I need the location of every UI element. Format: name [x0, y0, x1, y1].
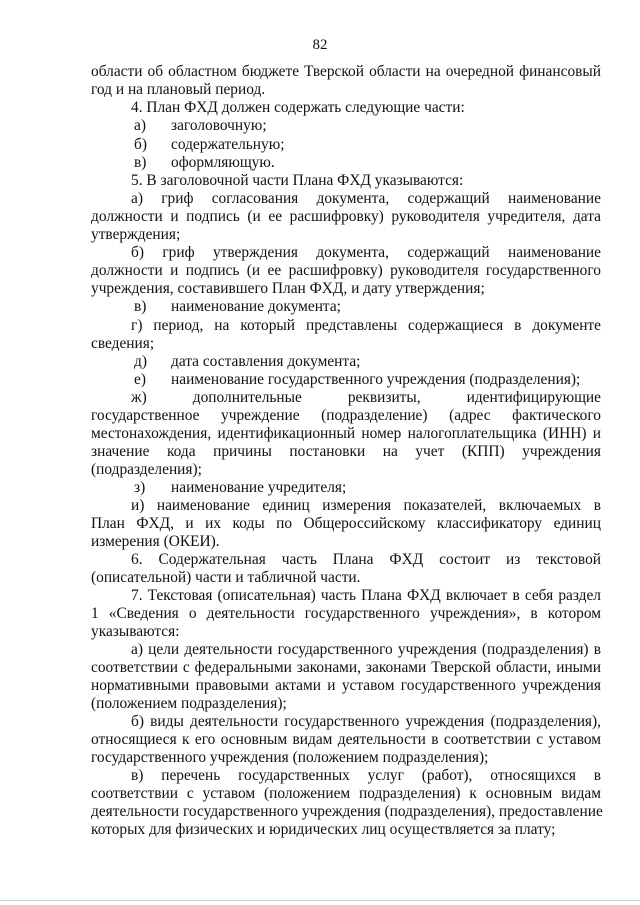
text-line: сведения;: [91, 335, 155, 352]
list-marker: в): [134, 298, 147, 315]
text-line: которых для физических и юридических лиц осуществляется за плату;: [91, 821, 556, 838]
list-marker: д): [134, 353, 147, 370]
text-line: б) виды деятельности государственного учреждения (подразделения),: [131, 713, 601, 730]
text-line: относящиеся к его основным видам деятельности в соответствии с уставом: [91, 731, 601, 748]
text-line: 5. В заголовочной части Плана ФХД указываются:: [131, 172, 464, 189]
text-line: а) гриф согласования документа, содержащий наименование: [131, 190, 601, 207]
page-number: 82: [312, 37, 328, 53]
text-line: б) гриф утверждения документа, содержащий наименование: [131, 244, 601, 261]
text-line: значение кода причины постановки на учет (КПП) учреждения: [91, 443, 601, 460]
list-item-text: наименование документа;: [171, 298, 341, 315]
text-line: утверждения;: [91, 226, 181, 243]
text-line: государственное учреждение (подразделение) (адрес фактического: [91, 407, 601, 424]
text-line: соответствии с федеральными законами, законами Тверской области, иными: [91, 659, 601, 676]
text-line: местонахождения, идентификационный номер налогоплательщика (ИНН) и: [91, 425, 601, 442]
text-line: (положением подразделения);: [91, 695, 287, 712]
text-line: нормативными правовыми актами и уставом государственного учреждения: [91, 677, 601, 694]
text-line: а) цели деятельности государственного учреждения (подразделения) в: [131, 641, 601, 658]
text-line: 4. План ФХД должен содержать следующие части:: [131, 99, 465, 116]
text-line: (описательной) части и табличной части.: [91, 569, 361, 586]
text-line: измерения (ОКЕИ).: [91, 533, 220, 550]
list-marker: з): [134, 479, 146, 496]
list-item-text: дата составления документа;: [171, 353, 361, 370]
text-line: деятельности государственного учреждения (подразделения), предоставление: [91, 803, 603, 820]
scan-edge-line: [0, 900, 640, 901]
list-item-text: наименование учредителя;: [171, 479, 347, 496]
list-item-text: наименование государственного учреждения (подразделения);: [171, 371, 581, 388]
text-line: должности и подпись (и ее расшифровку) руководителя учредителя, дата: [91, 208, 601, 225]
list-item-text: оформляющую.: [171, 154, 275, 171]
text-line: государственного учреждения (положением подразделения);: [91, 749, 489, 766]
list-item-text: содержательную;: [171, 136, 285, 153]
list-item-text: заголовочную;: [171, 117, 267, 134]
text-line: год и на плановый период.: [91, 81, 266, 98]
list-marker: а): [134, 117, 146, 134]
text-line: (подразделения);: [91, 461, 202, 478]
text-line: ж) дополнительные реквизиты, идентифицирующие: [131, 389, 601, 406]
list-marker: в): [134, 154, 147, 171]
text-line: указываются:: [91, 623, 180, 640]
text-line: и) наименование единиц измерения показателей, включаемых в: [131, 497, 601, 514]
text-line: области об областном бюджете Тверской области на очередной финансовый: [91, 63, 601, 80]
list-marker: б): [134, 136, 147, 153]
text-line: г) период, на который представлены содержащиеся в документе: [131, 317, 601, 334]
text-line: 7. Текстовая (описательная) часть Плана ФХД включает в себя раздел: [131, 587, 601, 604]
text-line: в) перечень государственных услуг (работ), относящихся в: [131, 767, 601, 784]
text-line: должности и подпись (и ее расшифровку) руководителя государственного: [91, 262, 601, 279]
text-line: 6. Содержательная часть Плана ФХД состоит из текстовой: [131, 551, 601, 568]
text-line: соответствии с уставом (положением подразделения) к основным видам: [91, 785, 601, 802]
text-line: План ФХД, и их коды по Общероссийскому классификатору единиц: [91, 515, 601, 532]
text-line: 1 «Сведения о деятельности государственного учреждения», в котором: [91, 605, 601, 622]
text-line: учреждения, составившего План ФХД, и дату утверждения;: [91, 280, 485, 297]
list-marker: е): [134, 371, 146, 388]
